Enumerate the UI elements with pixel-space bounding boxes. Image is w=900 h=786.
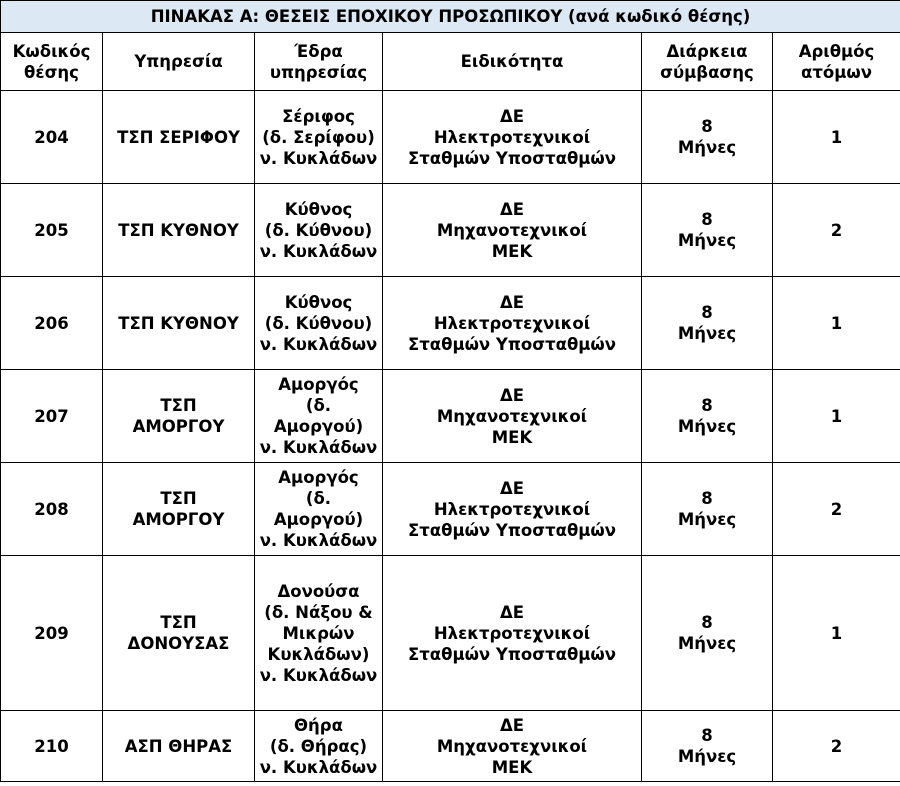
cell-specialty: ΔΕ Ηλεκτροτεχνικοί Σταθμών Υποσταθμών xyxy=(383,463,642,556)
table-row xyxy=(1,184,900,277)
table-row xyxy=(1,463,900,556)
cell-seat: Δονούσα (δ. Νάξου & Μικρών Κυκλάδων) ν. Κυκλάδων xyxy=(255,556,383,711)
table-row xyxy=(1,370,900,463)
cell-service: ΤΣΠ ΑΜΟΡΓΟΥ xyxy=(103,370,255,463)
cell-code: 207 xyxy=(1,370,103,463)
cell-code: 205 xyxy=(1,184,103,277)
header-service: Υπηρεσία xyxy=(103,33,255,91)
cell-persons: 2 xyxy=(773,463,900,556)
cell-specialty: ΔΕ Ηλεκτροτεχνικοί Σταθμών Υποσταθμών xyxy=(383,91,642,184)
table-row xyxy=(1,711,900,782)
cell-persons: 2 xyxy=(773,711,900,782)
cell-specialty: ΔΕ Ηλεκτροτεχνικοί Σταθμών Υποσταθμών xyxy=(383,556,642,711)
cell-code: 208 xyxy=(1,463,103,556)
cell-service: ΑΣΠ ΘΗΡΑΣ xyxy=(103,711,255,782)
cell-persons: 1 xyxy=(773,556,900,711)
cell-seat: Κύθνος (δ. Κύθνου) ν. Κυκλάδων xyxy=(255,277,383,370)
cell-seat: Κύθνος (δ. Κύθνου) ν. Κυκλάδων xyxy=(255,184,383,277)
cell-persons: 2 xyxy=(773,184,900,277)
cell-duration: 8 Μήνες xyxy=(642,463,773,556)
table-row xyxy=(1,91,900,184)
cell-duration: 8 Μήνες xyxy=(642,277,773,370)
cell-code: 210 xyxy=(1,711,103,782)
table-row xyxy=(1,277,900,370)
table-header-row xyxy=(1,33,900,91)
cell-service: ΤΣΠ ΣΕΡΙΦΟΥ xyxy=(103,91,255,184)
table-title-row xyxy=(1,1,900,33)
cell-duration: 8 Μήνες xyxy=(642,184,773,277)
table-title: ΠΙΝΑΚΑΣ Α: ΘΕΣΕΙΣ ΕΠΟΧΙΚΟΥ ΠΡΟΣΩΠΙΚΟΥ (ανά κωδικό θέσης) xyxy=(1,1,900,33)
cell-specialty: ΔΕ Μηχανοτεχνικοί ΜΕΚ xyxy=(383,184,642,277)
cell-seat: Αμοργός (δ. Αμοργού) ν. Κυκλάδων xyxy=(255,463,383,556)
cell-persons: 1 xyxy=(773,277,900,370)
cell-specialty: ΔΕ Μηχανοτεχνικοί ΜΕΚ xyxy=(383,370,642,463)
cell-duration: 8 Μήνες xyxy=(642,91,773,184)
cell-code: 204 xyxy=(1,91,103,184)
cell-service: ΤΣΠ ΑΜΟΡΓΟΥ xyxy=(103,463,255,556)
cell-duration: 8 Μήνες xyxy=(642,556,773,711)
cell-seat: Θήρα (δ. Θήρας) ν. Κυκλάδων xyxy=(255,711,383,782)
cell-duration: 8 Μήνες xyxy=(642,370,773,463)
cell-seat: Σέριφος (δ. Σερίφου) ν. Κυκλάδων xyxy=(255,91,383,184)
cell-seat: Αμοργός (δ. Αμοργού) ν. Κυκλάδων xyxy=(255,370,383,463)
header-code: Κωδικός θέσης xyxy=(1,33,103,91)
cell-service: ΤΣΠ ΔΟΝΟΥΣΑΣ xyxy=(103,556,255,711)
header-specialty: Ειδικότητα xyxy=(383,33,642,91)
cell-code: 209 xyxy=(1,556,103,711)
header-persons: Αριθμός ατόμων xyxy=(773,33,900,91)
cell-duration: 8 Μήνες xyxy=(642,711,773,782)
cell-specialty: ΔΕ Ηλεκτροτεχνικοί Σταθμών Υποσταθμών xyxy=(383,277,642,370)
header-duration: Διάρκεια σύμβασης xyxy=(642,33,773,91)
cell-persons: 1 xyxy=(773,91,900,184)
table-row xyxy=(1,556,900,711)
cell-code: 206 xyxy=(1,277,103,370)
cell-persons: 1 xyxy=(773,370,900,463)
cell-service: ΤΣΠ ΚΥΘΝΟΥ xyxy=(103,184,255,277)
header-seat: Έδρα υπηρεσίας xyxy=(255,33,383,91)
cell-specialty: ΔΕ Μηχανοτεχνικοί ΜΕΚ xyxy=(383,711,642,782)
cell-service: ΤΣΠ ΚΥΘΝΟΥ xyxy=(103,277,255,370)
